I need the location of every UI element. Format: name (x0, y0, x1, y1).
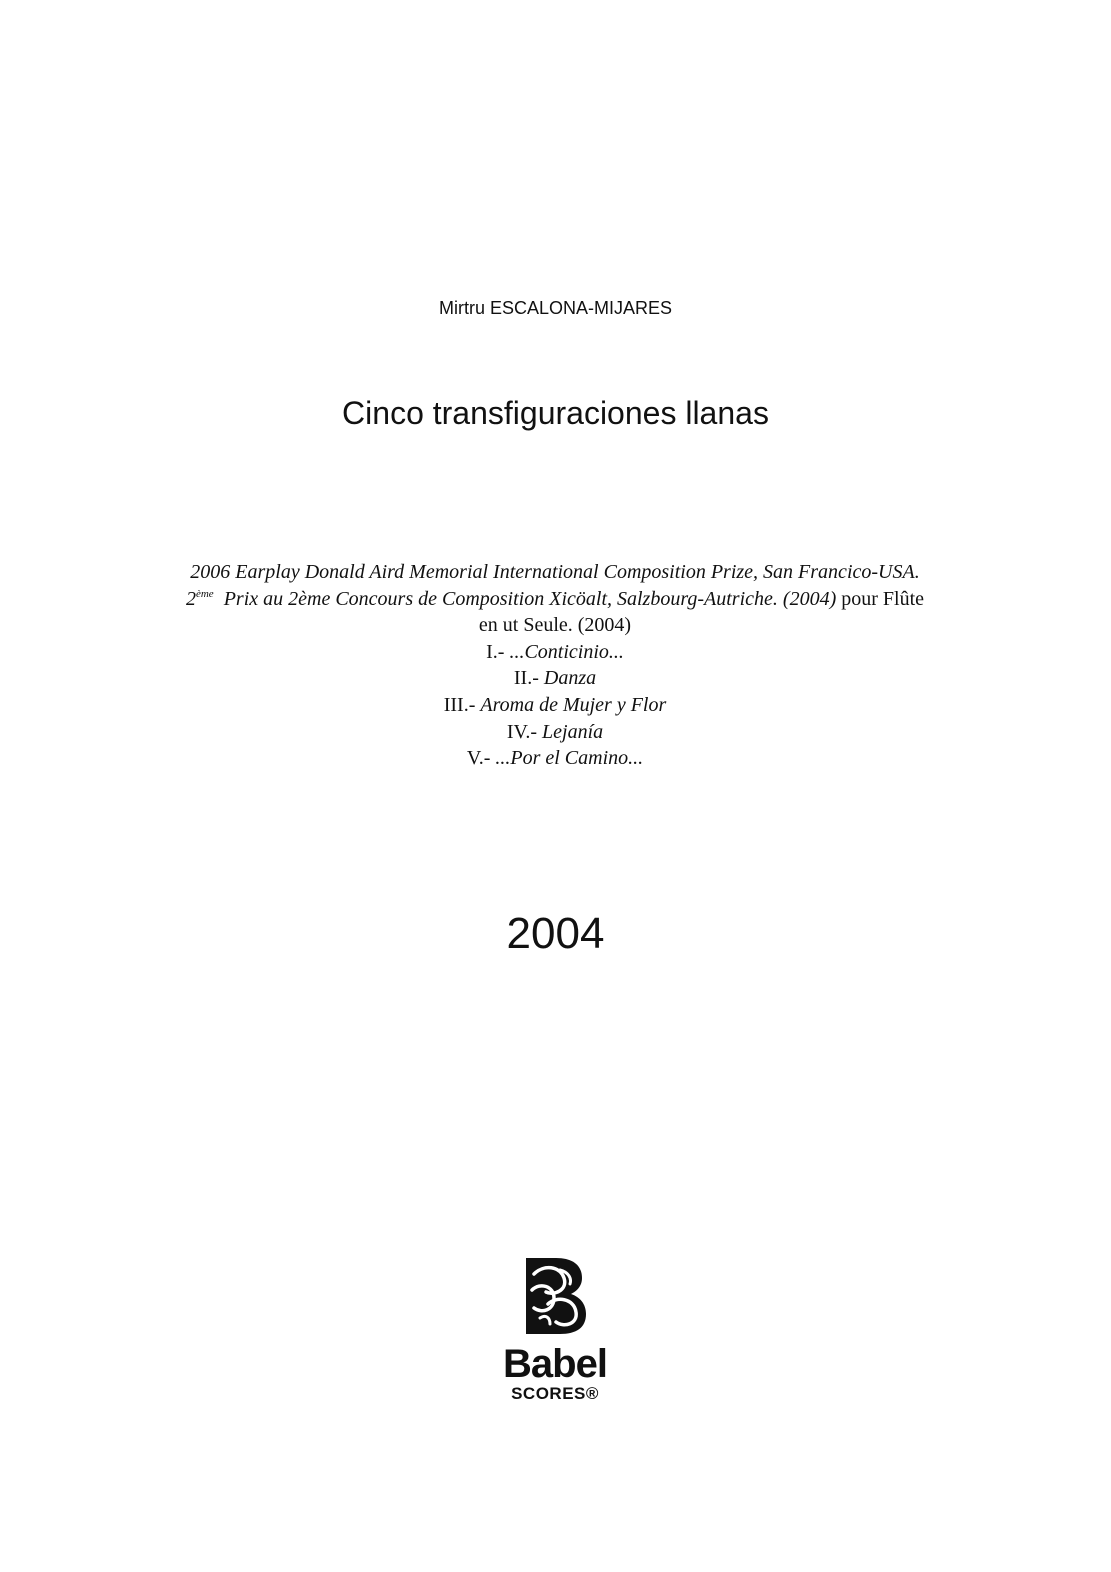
instrument-text-2: en ut Seule. (2004) (478, 614, 632, 637)
movement-item (150, 692, 960, 719)
prize-2-ordinal: 2 (185, 587, 196, 610)
movement-name: Lejanía (542, 720, 604, 743)
publisher-name: Babel (503, 1342, 607, 1386)
babel-scores-emblem-icon (520, 1256, 590, 1336)
movement-item (150, 639, 960, 666)
movement-name: ...Por el Camino... (495, 747, 644, 770)
work-title: Cinco transfiguraciones llanas (342, 395, 769, 431)
movement-name: Aroma de Mujer y Flor (480, 693, 667, 716)
movement-number: II.- (513, 667, 539, 690)
prize-2-superscript: ème (195, 587, 214, 600)
movement-name: Danza (543, 667, 597, 690)
prize-2-text: Prix au 2ème Concours de Composition Xicöalt, Salzbourg-Autriche. (2004) (223, 587, 837, 610)
movement-item (150, 719, 960, 746)
instrument-line (150, 612, 960, 639)
composition-year: 2004 (506, 909, 605, 958)
movement-number: IV.- (506, 720, 538, 743)
movement-number: III.- (443, 693, 476, 716)
publisher-subtitle: SCORES® (511, 1384, 599, 1403)
publisher-logo (490, 1256, 620, 1404)
prize-line-2 (150, 586, 960, 613)
prize-line-1 (150, 559, 960, 586)
instrument-text-1: pour Flûte (841, 587, 925, 610)
work-description (150, 559, 960, 772)
prize-1-text: 2006 Earplay Donald Aird Memorial International Composition Prize, San Francico-USA. (190, 561, 920, 583)
movement-name: ...Conticinio... (509, 640, 624, 663)
movement-item (150, 745, 960, 772)
movement-number: I.- (486, 640, 505, 663)
movement-item (150, 665, 960, 692)
composer-name: Mirtru ESCALONA-MIJARES (438, 298, 673, 318)
movement-number: V.- (466, 747, 491, 770)
